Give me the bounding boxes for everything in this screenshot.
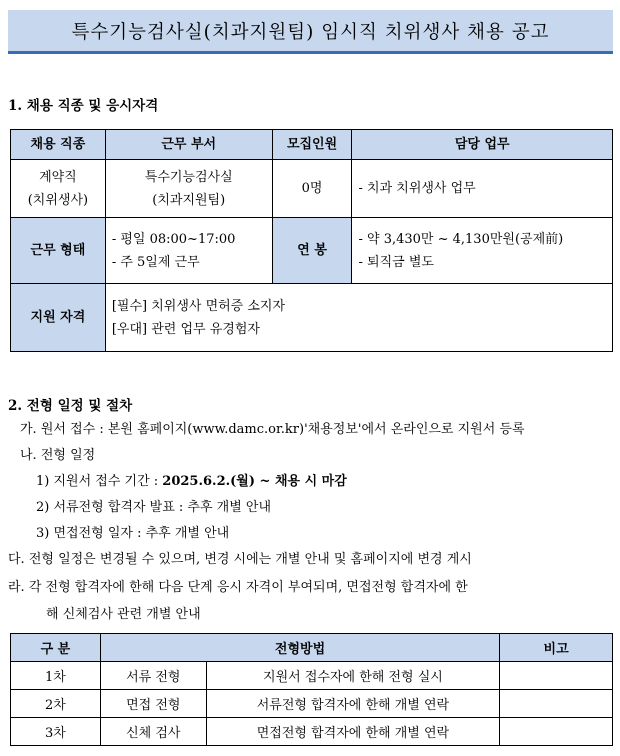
qualification-line: [우대] 관련 업무 유경험자 (111, 321, 260, 337)
duty-cell: - 치과 치위생사 업무 (352, 160, 613, 218)
headcount-cell: 0명 (272, 160, 352, 218)
job-type-cell (11, 160, 106, 218)
job-type-line: (치위생사) (27, 192, 89, 208)
desc-cell: 지원서 접수자에 한해 전형 실시 (206, 662, 499, 690)
work-line: - 평일 08:00~17:00 (111, 231, 236, 247)
section1-heading: 1. 채용 직종 및 응시자격 (8, 98, 159, 114)
job-type-line: 계약직 (39, 169, 77, 185)
table-row (11, 690, 613, 718)
header-headcount: 모집인원 (272, 130, 352, 160)
header-duty: 담당 업무 (352, 130, 613, 160)
header-job-type: 채용 직종 (11, 130, 106, 160)
item-da: 다. 전형 일정은 변경될 수 있으며, 변경 시에는 개별 안내 및 홈페이지에 변경 게시 (8, 552, 472, 567)
work-cell (105, 218, 272, 284)
table-row (11, 662, 613, 690)
stage-cell: 2차 (11, 690, 101, 718)
department-line: (치과지원팀) (152, 192, 226, 208)
header-method: 전형방법 (100, 634, 499, 662)
qualification-label: 지원 자격 (11, 284, 106, 352)
salary-line: - 퇴직금 별도 (358, 254, 434, 270)
department-cell (105, 160, 272, 218)
qualification-cell (105, 284, 612, 352)
department-line: 특수기능검사실 (144, 169, 233, 185)
stage-cell: 3차 (11, 718, 101, 746)
header-department: 근무 부서 (105, 130, 272, 160)
note-cell (500, 718, 613, 746)
work-line: - 주 5일제 근무 (111, 254, 200, 270)
desc-cell: 면접전형 합격자에 한해 개별 연락 (206, 718, 499, 746)
table-row (11, 718, 613, 746)
method-cell: 신체 검사 (100, 718, 206, 746)
process-table (10, 633, 613, 746)
header-stage: 구 분 (11, 634, 101, 662)
item-n2: 2) 서류전형 합격자 발표 : 추후 개별 안내 (36, 500, 272, 515)
item-na: 나. 전형 일정 (20, 448, 96, 463)
qualification-line: [필수] 치위생사 면허증 소지자 (111, 298, 286, 314)
page-title: 특수기능검사실(치과지원팀) 임시직 치위생사 채용 공고 (71, 22, 550, 43)
note-cell (500, 690, 613, 718)
n1-date: 2025.6.2.(월) ~ 채용 시 마감 (162, 474, 347, 489)
work-label: 근무 형태 (11, 218, 106, 284)
title-banner (8, 10, 613, 54)
salary-label: 연 봉 (272, 218, 352, 284)
salary-line: - 약 3,430만 ~ 4,130만원(공제前) (358, 231, 564, 247)
job-table (10, 129, 613, 352)
desc-cell: 서류전형 합격자에 한해 개별 연락 (206, 690, 499, 718)
section2-heading: 2. 전형 일정 및 절차 (8, 398, 133, 414)
item-ga: 가. 원서 접수 : 본원 홈페이지(www.damc.or.kr)'채용정보'에서 온라인으로 지원서 등록 (20, 422, 525, 437)
method-cell: 면접 전형 (100, 690, 206, 718)
item-ra-1: 라. 각 전형 합격자에 한해 다음 단계 응시 자격이 부여되며, 면접전형 합격자에 한 (8, 580, 468, 595)
stage-cell: 1차 (11, 662, 101, 690)
item-n3: 3) 면접전형 일자 : 추후 개별 안내 (36, 526, 230, 541)
salary-cell (352, 218, 613, 284)
note-cell (500, 662, 613, 690)
item-n1 (36, 470, 347, 489)
n1-prefix: 1) 지원서 접수 기간 : (36, 474, 163, 489)
item-ra-2: 해 신체검사 관련 개별 안내 (46, 607, 201, 622)
method-cell: 서류 전형 (100, 662, 206, 690)
header-note: 비고 (500, 634, 613, 662)
